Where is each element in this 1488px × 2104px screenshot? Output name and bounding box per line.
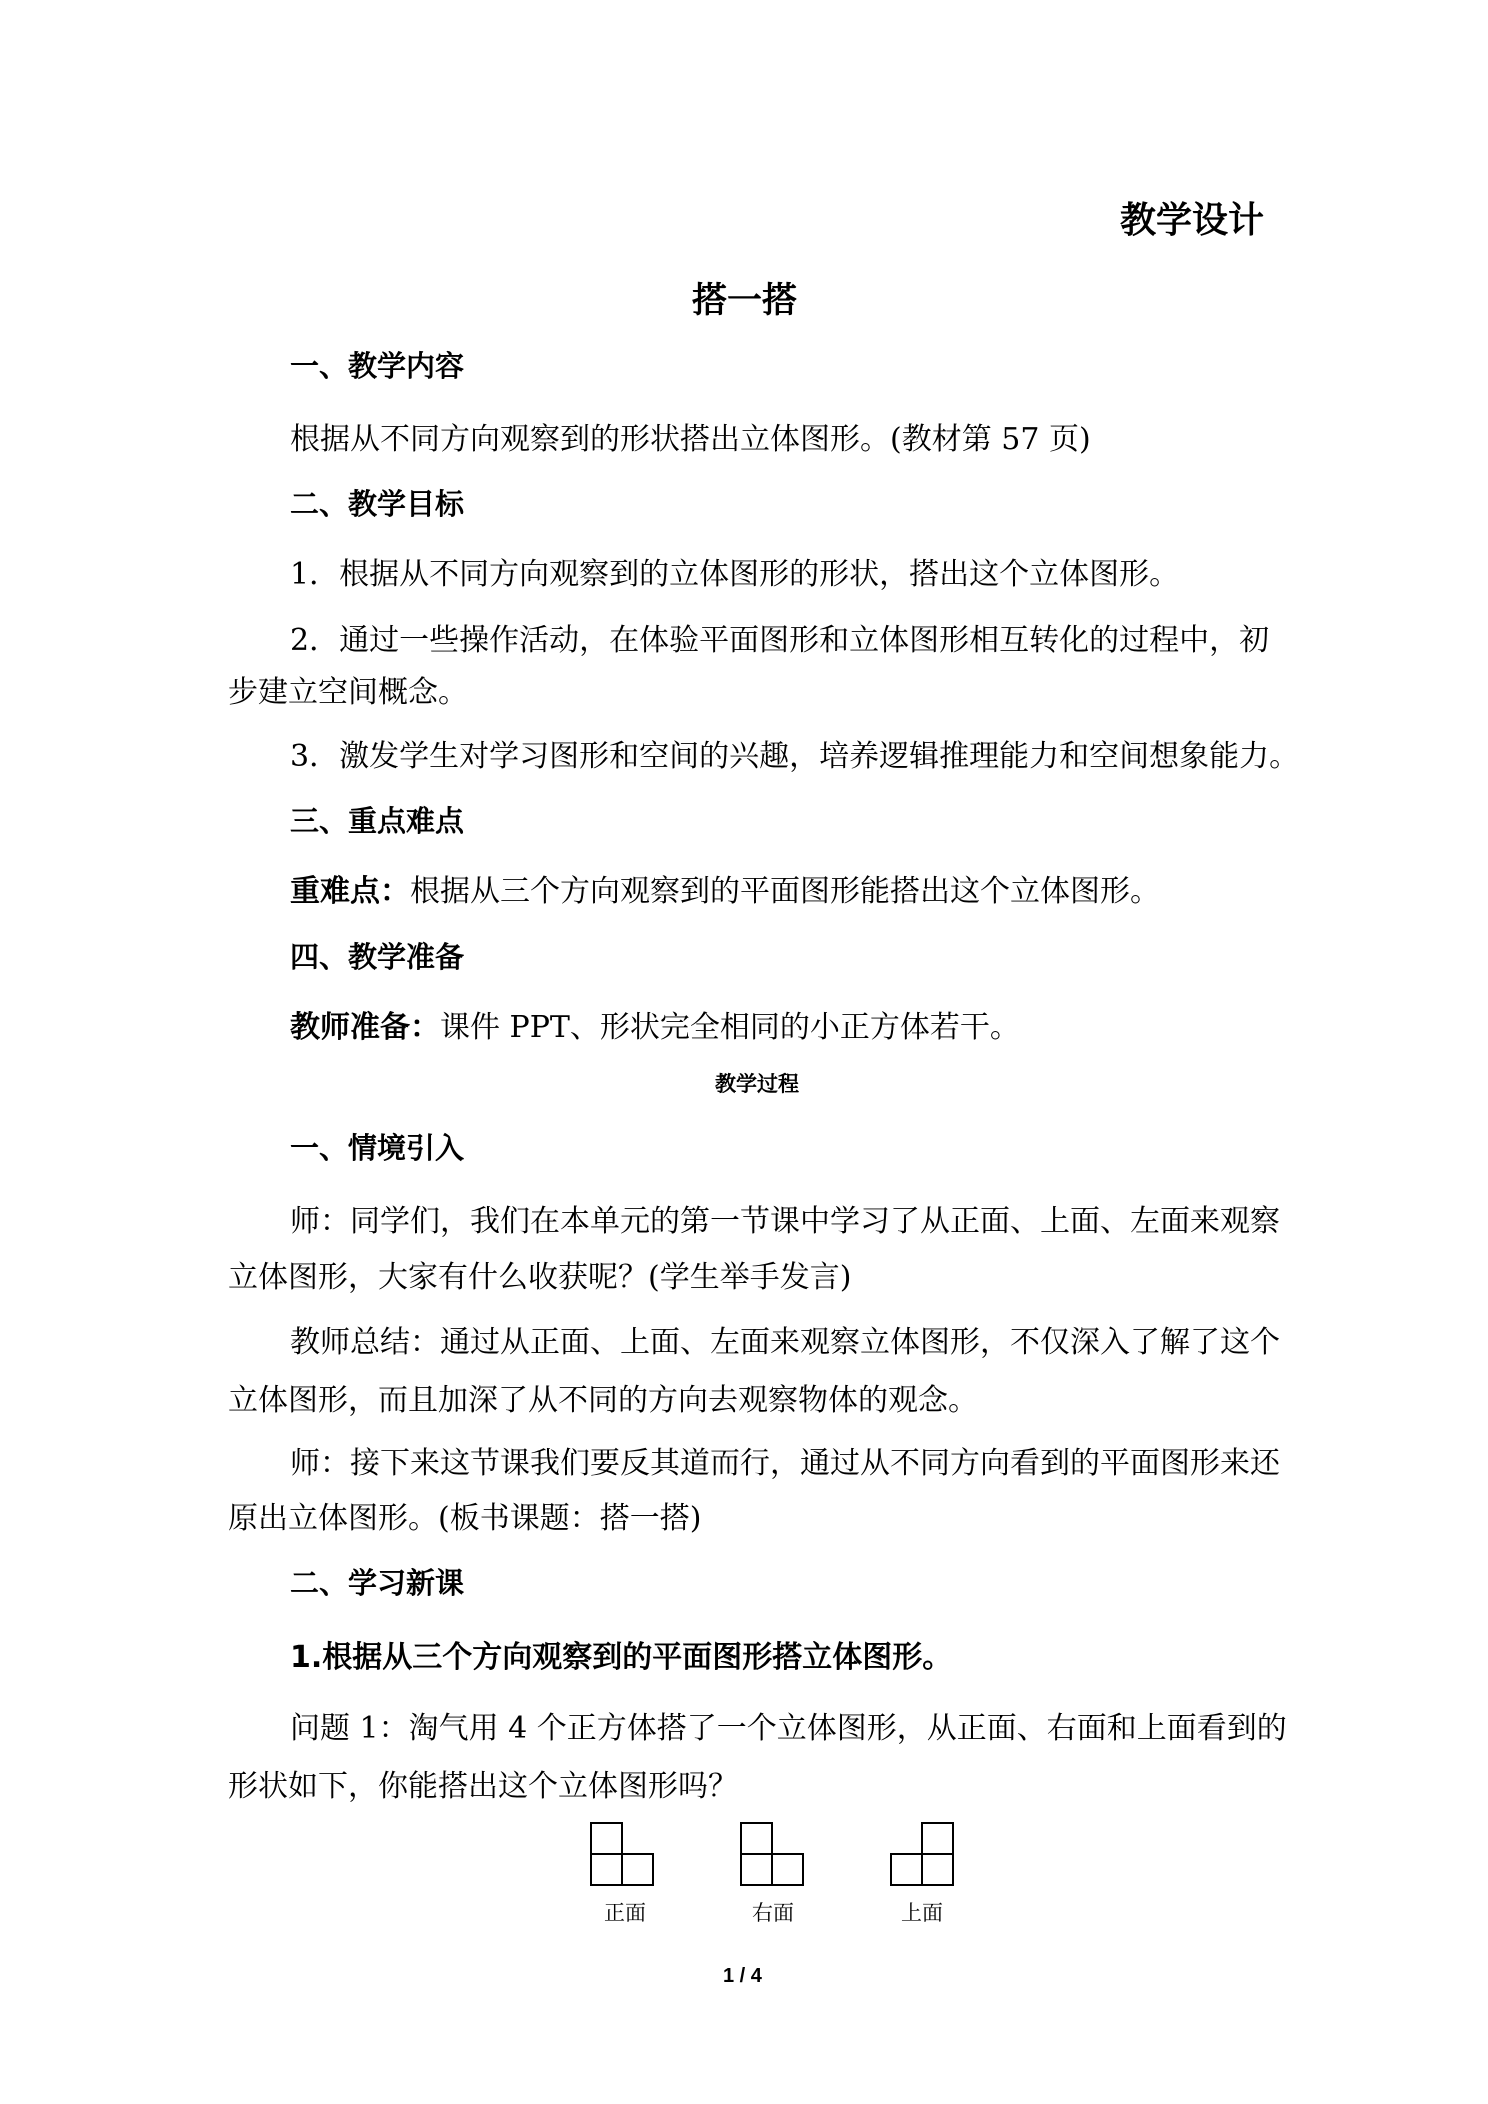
right-view-label: 右面 <box>752 1901 794 1925</box>
goal-2-line-2: 步建立空间概念。 <box>228 675 468 710</box>
intro-para-1-line-2: 立体图形，大家有什么收获呢？(学生举手发言) <box>228 1260 852 1295</box>
section-heading-key-points: 三、重点难点 <box>290 804 465 838</box>
preparation-label: 教师准备： <box>290 1010 440 1045</box>
top-view-figure <box>890 1822 962 1898</box>
preparation-line <box>290 1008 1020 1048</box>
process-title: 教学过程 <box>715 1072 799 1096</box>
intro-para-1-line-1: 师：同学们，我们在本单元的第一节课中学习了从正面、上面、左面来观察 <box>290 1204 1280 1239</box>
front-view-label: 正面 <box>604 1901 646 1925</box>
process-heading-new-lesson: 二、学习新课 <box>290 1566 465 1600</box>
intro-para-2-line-1: 教师总结：通过从正面、上面、左面来观察立体图形，不仅深入了解了这个 <box>290 1325 1280 1360</box>
doc-type-label: 教学设计 <box>1120 200 1265 241</box>
new-lesson-subheading-text: 1.根据从三个方向观察到的平面图形搭立体图形。 <box>290 1640 953 1675</box>
goal-3: 3．激发学生对学习图形和空间的兴趣，培养逻辑推理能力和空间想象能力。 <box>290 739 1300 774</box>
page-number: 1 / 4 <box>723 1965 762 1987</box>
section-heading-content: 一、教学内容 <box>290 349 465 383</box>
front-view-figure <box>590 1822 662 1898</box>
right-view-cell-bottom-left <box>740 1853 773 1886</box>
goal-1: 1．根据从不同方向观察到的立体图形的形状，搭出这个立体图形。 <box>290 557 1180 592</box>
section-text-content: 根据从不同方向观察到的形状搭出立体图形。(教材第 57 页) <box>290 422 1091 457</box>
key-points-text: 根据从三个方向观察到的平面图形能搭出这个立体图形。 <box>410 874 1160 909</box>
top-view-cell-bottom-right <box>921 1853 954 1886</box>
preparation-text: 课件 PPT、形状完全相同的小正方体若干。 <box>440 1010 1020 1045</box>
question-1-line-1: 问题 1：淘气用 4 个正方体搭了一个立体图形，从正面、右面和上面看到的 <box>290 1711 1287 1746</box>
top-view-cell-top <box>921 1822 954 1855</box>
key-points-label: 重难点： <box>290 874 410 909</box>
question-1-line-2: 形状如下，你能搭出这个立体图形吗？ <box>228 1769 738 1804</box>
process-heading-intro: 一、情境引入 <box>290 1131 465 1165</box>
key-points-line <box>290 872 1160 912</box>
section-heading-preparation: 四、教学准备 <box>290 940 465 974</box>
right-view-cell-bottom-right <box>771 1853 804 1886</box>
front-view-cell-bottom-left <box>590 1853 623 1886</box>
front-view-cell-bottom-right <box>621 1853 654 1886</box>
right-view-cell-top <box>740 1822 773 1855</box>
intro-para-3-line-2: 原出立体图形。(板书课题：搭一搭) <box>228 1501 702 1536</box>
intro-para-2-line-2: 立体图形，而且加深了从不同的方向去观察物体的观念。 <box>228 1383 978 1418</box>
top-view-label: 上面 <box>901 1901 943 1925</box>
page-title: 搭一搭 <box>692 281 798 321</box>
front-view-cell-top <box>590 1822 623 1855</box>
right-view-figure <box>740 1822 812 1898</box>
goal-2-line-1: 2．通过一些操作活动，在体验平面图形和立体图形相互转化的过程中，初 <box>290 623 1270 658</box>
intro-para-3-line-1: 师：接下来这节课我们要反其道而行，通过从不同方向看到的平面图形来还 <box>290 1446 1280 1481</box>
section-heading-goals: 二、教学目标 <box>290 487 465 521</box>
top-view-cell-bottom-left <box>890 1853 923 1886</box>
new-lesson-subheading <box>290 1638 952 1678</box>
